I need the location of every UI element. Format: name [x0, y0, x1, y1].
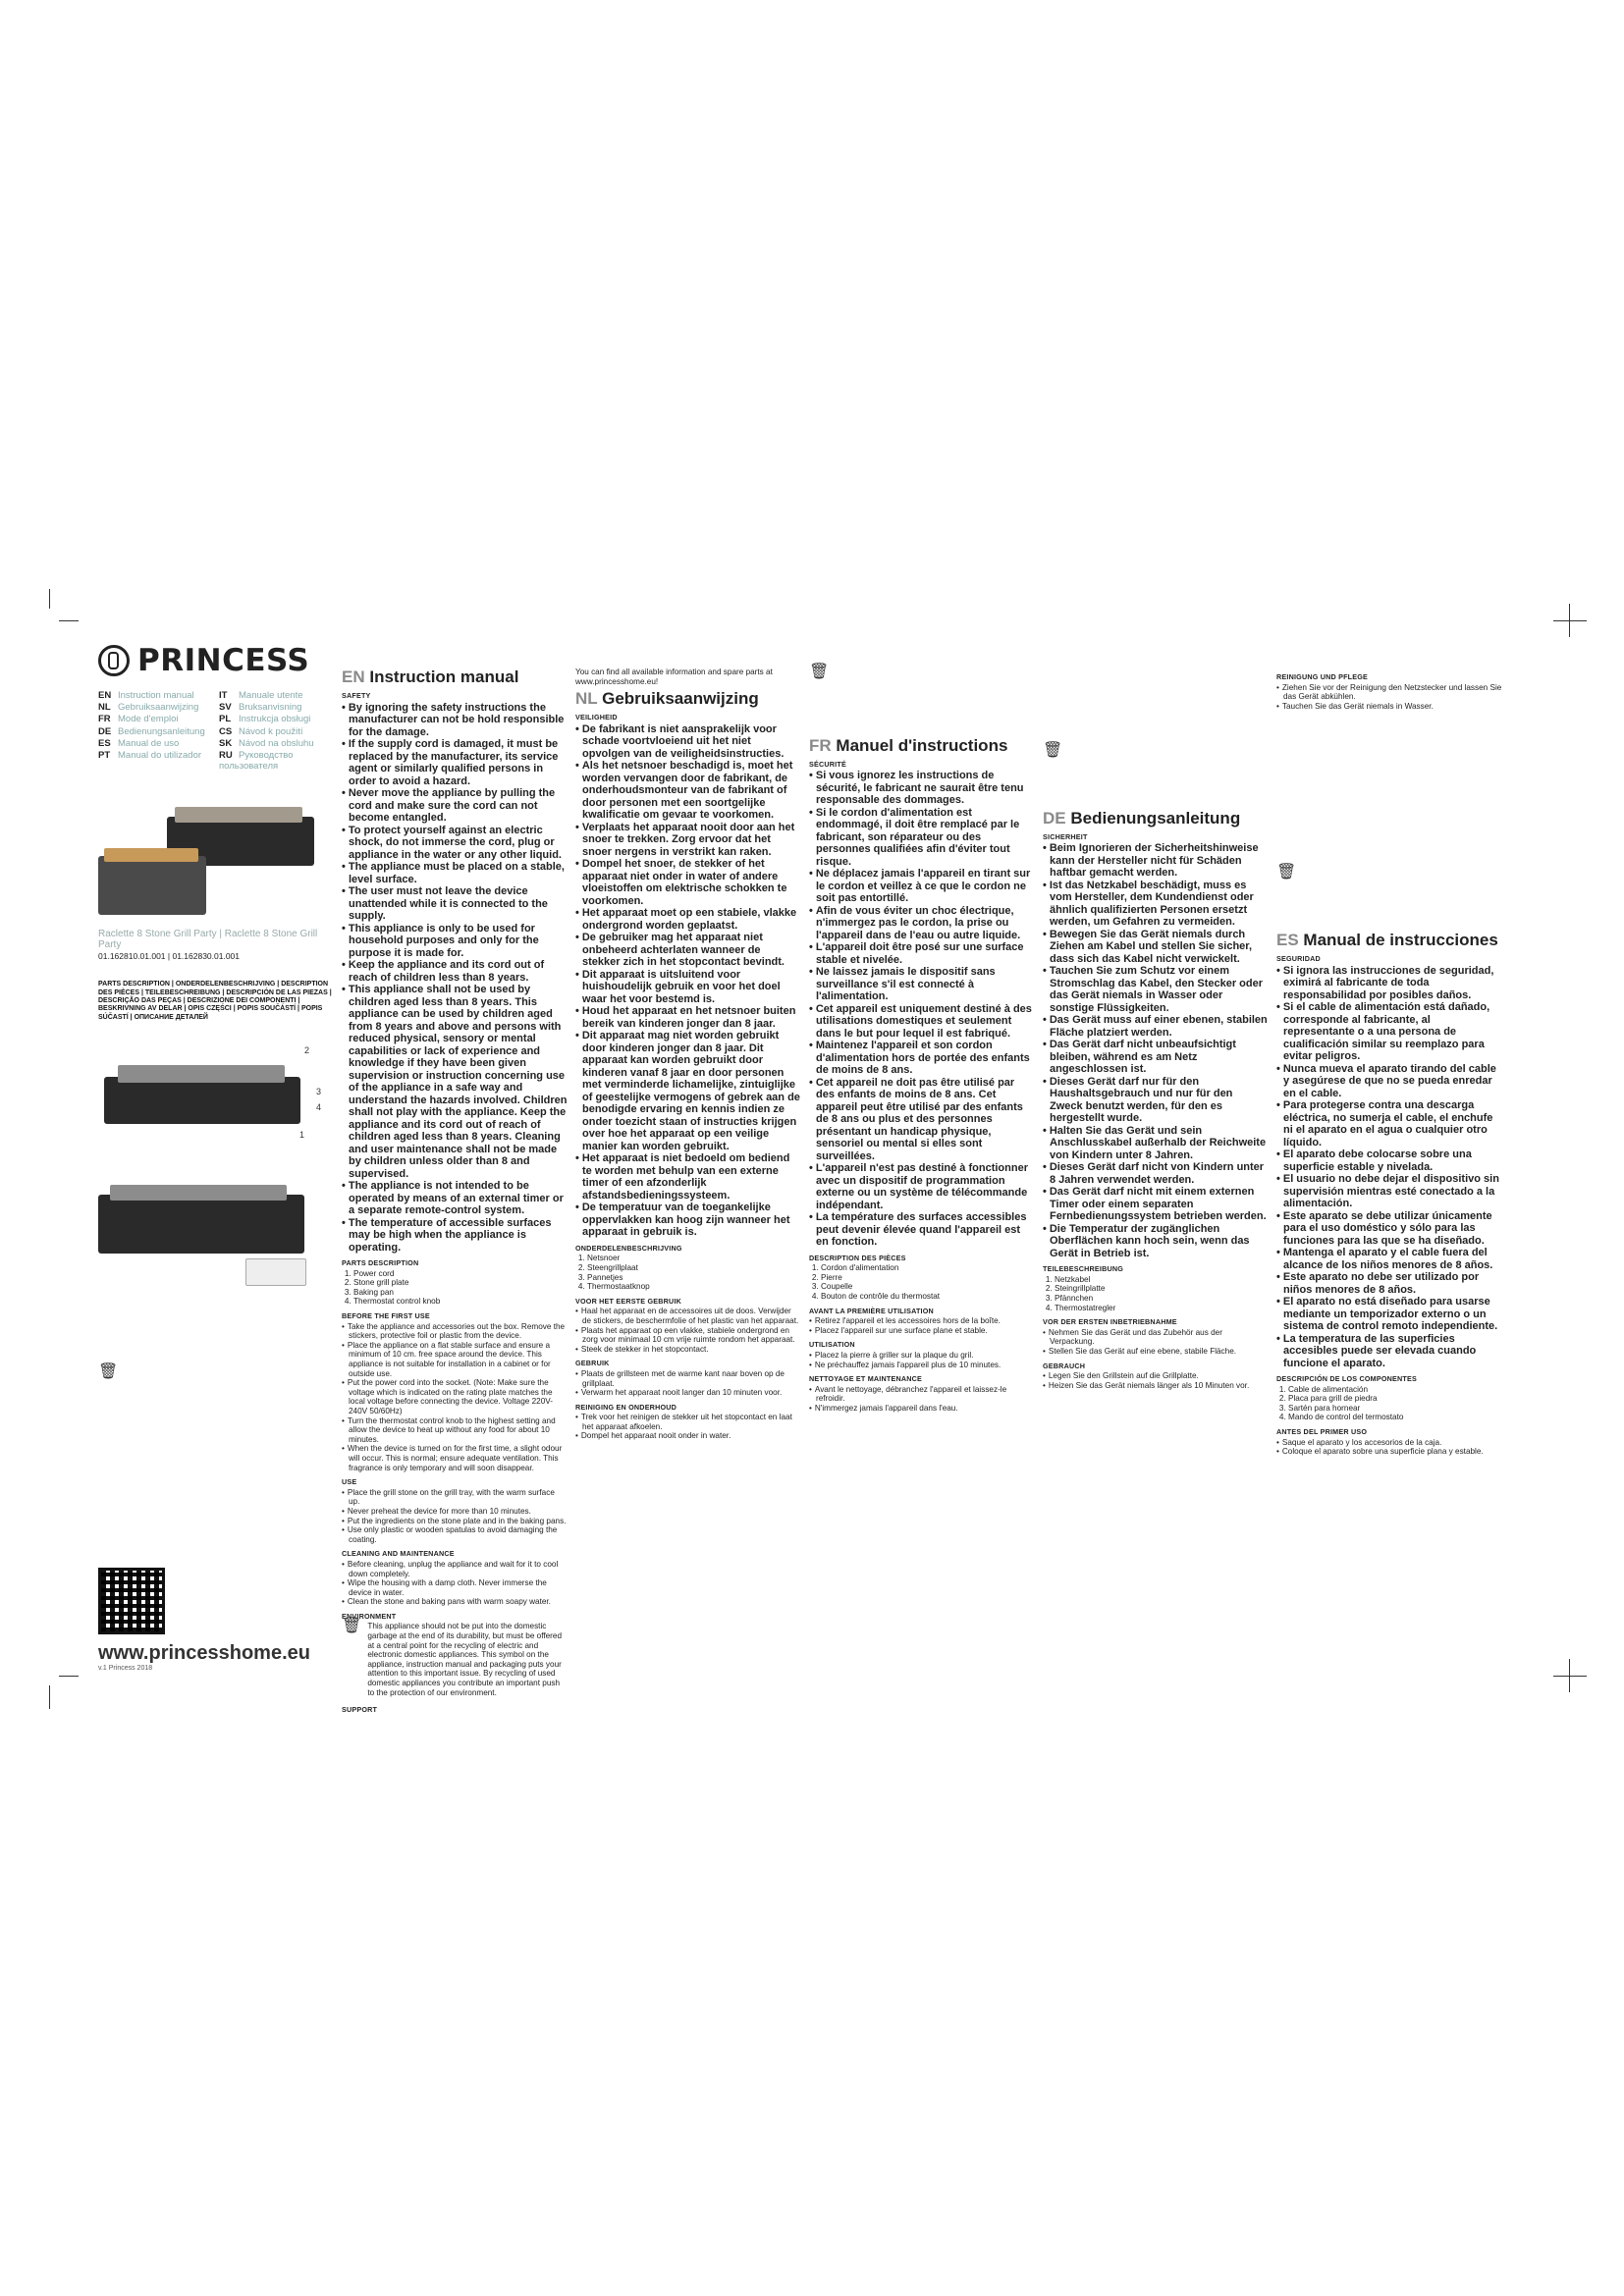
list-item: • Este aparato se debe utilizar únicamente para el uso doméstico y sólo para las funciones para las que se ha diseñado. [1283, 1210, 1502, 1248]
list-item: • Este aparato no debe ser utilizado por niños menores de 8 años. [1283, 1271, 1502, 1296]
section-heading: SICHERHEIT [1043, 831, 1088, 841]
language-item [219, 738, 334, 749]
list-item: • This appliance shall not be used by children aged less than 8 years. This appliance can be used by children aged from 8 years and above and persons with reduced physical, sensory or mental capabilities or lack of experience and knowledge if they have been given supervision or instruction concerning use of the appliance in a safe way and understand the hazards involved. Children shall not play with the appliance. Keep the appliance and its cord out of reach of children aged less than 8 years. Cleaning and user maintenance shall not be made by children unless older than 8 and supervised. [349, 984, 568, 1180]
crop-mark [1553, 1676, 1587, 1677]
raclette-diagram-image [98, 1195, 304, 1254]
section-heading: ONDERDELENBESCHRIJVING [575, 1243, 682, 1253]
list-item: • Maintenez l'appareil et son cordon d'alimentation hors de portée des enfants de moins de 8 ans. [816, 1040, 1035, 1077]
list-item: • Placez la pierre à griller sur la plaque du gril. [816, 1351, 1035, 1361]
list-item: • Als het netsnoer beschadigd is, moet het worden vervangen door de fabrikant, de onderhoudsmonteur van de fabrikant of door personen met een soortgelijke kwalificatie om gevaar te voorkomen. [582, 760, 801, 822]
first-use-list [1276, 1438, 1502, 1457]
list-item: • Dieses Gerät darf nicht von Kindern unter 8 Jahren verwendet werden. [1050, 1161, 1269, 1186]
footer-block [98, 1568, 334, 1634]
section-heading: SEGURIDAD [1276, 953, 1321, 963]
callout-number: 2 [304, 1044, 310, 1055]
language-code: FR [98, 714, 111, 725]
list-item: • Stellen Sie das Gerät auf eine ebene, stabile Fläche. [1050, 1347, 1269, 1357]
cover-panel [98, 643, 334, 1672]
list-item: 3. Baking pan [353, 1288, 568, 1298]
language-code: PL [219, 714, 232, 725]
de-column [1043, 667, 1269, 1392]
language-label: Руководство пользователя [219, 750, 294, 773]
language-code: NL [98, 702, 111, 714]
list-item: • Nunca mueva el aparato tirando del cable y asegúrese de que no se pueda enredar en el cable. [1283, 1063, 1502, 1100]
weee-bin-icon: 🗑 [342, 1618, 362, 1635]
first-use-list [1043, 1328, 1269, 1357]
title-text: Bedienungsanleitung [1070, 808, 1241, 828]
section-heading: SÉCURITÉ [809, 759, 846, 769]
list-item: • Verwarm het apparaat nooit langer dan 10 minuten voor. [582, 1388, 801, 1398]
list-item: • To protect yourself against an electric shock, do not immerse the cord, plug or appliance in the water or any other liquid. [349, 825, 568, 862]
list-item: • Before cleaning, unplug the appliance and wait for it to cool down completely. [349, 1560, 568, 1578]
list-item: • Halten Sie das Gerät und sein Anschlusskabel außerhalb der Reichweite von Kindern unter 8 Jahren. [1050, 1125, 1269, 1162]
language-item [219, 726, 334, 737]
language-item [219, 702, 334, 713]
list-item: • Coloque el aparato sobre una superficie plana y estable. [1283, 1447, 1502, 1457]
weee-logo [98, 1362, 334, 1381]
list-item: • De fabrikant is niet aansprakelijk voor schade voortvloeiend uit het niet opvolgen van de veiligheidsinstructies. [582, 723, 801, 761]
list-item: • Ziehen Sie vor der Reinigung den Netzstecker und lassen Sie das Gerät abkühlen. [1283, 683, 1502, 702]
stone-plate-image [118, 1065, 285, 1083]
list-item: • Trek voor het reinigen de stekker uit het stopcontact en laat het apparaat afkoelen. [582, 1413, 801, 1431]
list-item: 3. Sartén para hornear [1288, 1404, 1502, 1414]
list-item: 4. Thermostatregler [1055, 1304, 1269, 1313]
list-item: • Put the ingredients on the stone plate and in the baking pans. [349, 1517, 568, 1526]
language-code: NL [575, 689, 598, 709]
list-item: • Bewegen Sie das Gerät niemals durch Ziehen am Kabel und stellen Sie sicher, dass sich das Kabel nicht verwickelt. [1050, 929, 1269, 966]
product-caption: Raclette 8 Stone Grill Party | Raclette 8 Stone Grill Party [98, 929, 318, 951]
list-item: • By ignoring the safety instructions the manufacturer can not be hold responsible for the damage. [349, 702, 568, 739]
section-title [1276, 931, 1502, 949]
list-item: • Cet appareil ne doit pas être utilisé par des enfants de moins de 8 ans. Cet appareil peut être utilisé par des enfants de 8 ans ou plus et des personnes présentant un handicap physique, sensoriel ou mental si elles sont surveillées. [816, 1077, 1035, 1163]
list-item: • Dit apparaat mag niet worden gebruikt door kinderen jonger dan 8 jaar. Dit apparaat kan worden gebruikt door kinderen vanaf 8 jaar en door personen met verminderde lichamelijke, zintuiglijke of geestelijke vermogens of gebrek aan de benodigde ervaring en kennis indien ze onder toezicht staan of instructies krijgen over hoe het apparaat op een veilige manier kan worden gebruikt. [582, 1030, 801, 1152]
parts-list [1276, 1385, 1502, 1422]
section-heading: USE [342, 1477, 357, 1487]
language-code: RU [219, 750, 233, 762]
list-item: • If the supply cord is damaged, it must be replaced by the manufacturer, its service agent or similarly qualified persons in order to avoid a hazard. [349, 738, 568, 787]
list-item: 4. Bouton de contrôle du thermostat [821, 1292, 1035, 1302]
language-item [98, 690, 213, 701]
cleaning-list [809, 1385, 1035, 1414]
title-text: Manual de instrucciones [1303, 930, 1498, 949]
support-text: You can find all available information and spare parts at www.princesshome.eu! [575, 667, 773, 686]
section-title [575, 689, 801, 708]
list-item: • La temperatura de las superficies accesibles puede ser elevada cuando funcione el aparato. [1283, 1333, 1502, 1370]
list-item: • Keep the appliance and its cord out of reach of children less than 8 years. [349, 959, 568, 984]
use-list [342, 1488, 568, 1545]
section-heading: ENVIRONMENT [342, 1611, 397, 1621]
list-item: • Verplaats het apparaat nooit door aan het snoer te trekken. Zorg ervoor dat het snoer nergens in verstrikt kan raken. [582, 822, 801, 859]
weee-bin-icon: 🗑 [98, 1362, 119, 1380]
language-label: Manual de uso [118, 737, 180, 749]
crop-mark [49, 1685, 50, 1709]
language-item [98, 702, 213, 713]
list-item: • Ne préchauffez jamais l'appareil plus de 10 minutes. [816, 1361, 1035, 1370]
list-item: • Dit apparaat is uitsluitend voor huishoudelijk gebruik en voor het doel waar het voor bestemd is. [582, 969, 801, 1006]
list-item: • Take the appliance and accessories out the box. Remove the stickers, protective foil or plastic from the device. [349, 1322, 568, 1341]
safety-list [809, 770, 1035, 1249]
list-item: • When the device is turned on for the first time, a slight odour will occur. This is normal; ensure adequate ventilation. This fragrance is only temporary and will soon disappear. [349, 1444, 568, 1472]
callout-number: 4 [316, 1101, 322, 1112]
cleaning-list [342, 1560, 568, 1607]
section-heading: REINIGUNG UND PFLEGE [1276, 672, 1369, 681]
stone-plate-image [175, 807, 302, 823]
language-item [219, 690, 334, 701]
language-code: EN [342, 667, 365, 686]
list-item: 1. Netzkabel [1055, 1275, 1269, 1285]
list-item: • Clean the stone and baking pans with warm soapy water. [349, 1597, 568, 1607]
list-item: • Mantenga el aparato y el cable fuera del alcance de los niños menores de 8 años. [1283, 1247, 1502, 1271]
list-item: • Steek de stekker in het stopcontact. [582, 1345, 801, 1355]
list-item: • Saque el aparato y los accesorios de la caja. [1283, 1438, 1502, 1448]
raclette-diagram-image [104, 1077, 300, 1124]
language-label: Manual do utilizador [118, 750, 202, 762]
section-heading: ANTES DEL PRIMER USO [1276, 1427, 1368, 1437]
parts-list [1043, 1275, 1269, 1312]
qr-code [98, 1568, 165, 1634]
list-item: • Place the appliance on a flat stable surface and ensure a minimum of 10 cm. free space around the device. This appliance is not suitable for installation in a cabinet or for outside use. [349, 1341, 568, 1378]
section-title [1043, 809, 1269, 828]
section-title [809, 736, 1035, 755]
language-item [219, 750, 334, 772]
list-item: 3. Pannetjes [587, 1273, 801, 1283]
list-item: • El aparato no está diseñado para usarse mediante un temporizador externo o un sistema de control remoto independiente. [1283, 1296, 1502, 1333]
environment-block [1043, 742, 1269, 759]
language-label: Bruksanvisning [239, 702, 302, 714]
list-item: • Wipe the housing with a damp cloth. Never immerse the device in water. [349, 1578, 568, 1597]
weee-bin-icon: 🗑 [1276, 864, 1297, 881]
safety-list [575, 723, 801, 1239]
list-item: • De temperatuur van de toegankelijke oppervlakken kan hoog zijn wanneer het apparaat in gebruik is. [582, 1201, 801, 1239]
list-item: • L'appareil n'est pas destiné à fonctionner avec un dispositif de programmation externe ou un système de télécommande indépendant. [816, 1162, 1035, 1211]
language-code: SK [219, 737, 233, 749]
list-item: • El aparato debe colocarse sobre una superficie estable y nivelada. [1283, 1148, 1502, 1173]
callout-number: 1 [299, 1129, 305, 1140]
list-item: 3. Pfännchen [1055, 1294, 1269, 1304]
list-item: • Never move the appliance by pulling the cord and make sure the cord can not become entangled. [349, 787, 568, 825]
safety-list [1276, 965, 1502, 1370]
section-heading: DESCRIPTION DES PIÈCES [809, 1253, 906, 1262]
list-item: • Tauchen Sie zum Schutz vor einem Stromschlag das Kabel, den Stecker oder das Gerät niemals in Wasser oder sonstige Flüssigkeiten. [1050, 965, 1269, 1014]
environment-text: This appliance should not be put into the domestic garbage at the end of its durability, but must be offered at a central point for the recycling of electric and electronic domestic appliances. This symbol on the appliance, instruction manual and packaging puts your attention to this important issue. By recycling of used domestic appliances you contribute an important push to the protection of our environment. [367, 1622, 562, 1697]
list-item: • Das Gerät darf nicht unbeaufsichtigt bleiben, während es am Netz angeschlossen ist. [1050, 1039, 1269, 1076]
list-item: • Legen Sie den Grillstein auf die Grillplatte. [1050, 1371, 1269, 1381]
list-item: • Avant le nettoyage, débranchez l'appareil et laissez-le refroidir. [816, 1385, 1035, 1404]
language-label: Mode d'emploi [118, 714, 179, 725]
list-item: • El usuario no debe dejar el dispositivo sin supervisión mientras esté conectado a la alimentación. [1283, 1173, 1502, 1210]
list-item: 3. Coupelle [821, 1282, 1035, 1292]
section-heading: VEILIGHEID [575, 713, 618, 722]
list-item: • Ist das Netzkabel beschädigt, muss es vom Hersteller, dem Kundendienst oder ähnlich qualifizierten Personen ersetzt werden, um Gefahren zu vermeiden. [1050, 880, 1269, 929]
list-item: • Plaats de grillsteen met de warme kant naar boven op de grillplaat. [582, 1369, 801, 1388]
language-code: ES [1276, 930, 1299, 949]
list-item: • Si el cable de alimentación está dañado, corresponde al fabricante, al representante o a una persona de cualificación similar su reemplazo para evitar peligros. [1283, 1001, 1502, 1063]
es-column [1276, 667, 1502, 1459]
section-heading: GEBRUIK [575, 1359, 610, 1368]
safety-list [342, 702, 568, 1255]
list-item: • Place the grill stone on the grill tray, with the warm surface up. [349, 1488, 568, 1507]
crop-mark [49, 589, 50, 609]
list-item: • Para protegerse contra una descarga eléctrica, no sumerja el cable, el enchufe ni el aparato en el agua o cualquier otro líquido. [1283, 1099, 1502, 1148]
language-label: Instruction manual [118, 690, 194, 701]
language-item [98, 714, 213, 724]
list-item: • Nehmen Sie das Gerät und das Zubehör aus der Verpackung. [1050, 1328, 1269, 1347]
list-item: • Het apparaat moet op een stabiele, vlakke ondergrond worden geplaatst. [582, 907, 801, 932]
product-numbers: 01.162810.01.001 | 01.162830.01.001 [98, 951, 241, 962]
list-item: • Houd het apparaat en het netsnoer buiten bereik van kinderen jonger dan 8 jaar. [582, 1005, 801, 1030]
language-label: Gebruiksaanwijzing [118, 702, 199, 714]
callout-number: 3 [316, 1086, 322, 1096]
list-item: • Tauchen Sie das Gerät niemals in Wasser. [1283, 702, 1502, 712]
section-heading: UTILISATION [809, 1340, 855, 1350]
list-item: • Das Gerät darf nicht mit einem externen Timer oder einem separaten Fernbedienungssystem betrieben werden. [1050, 1186, 1269, 1223]
list-item: • Use only plastic or wooden spatulas to avoid damaging the coating. [349, 1525, 568, 1544]
parts-heading: PARTS DESCRIPTION | ONDERDELENBESCHRIJVING | DESCRIPTION DES PIÈCES | TEILEBESCHREIBUNG | DESCRIPCIÓN DE LAS PIEZAS | DESCRIÇÃO DAS PEÇAS | DESCRIZIONE DEI COMPONENTI | BESKRIVNING AV DELAR | OPIS CZĘŚCI | POPIS SOUČÁSTÍ | POPIS SÚČASTÍ | ОПИСАНИЕ ДЕТАЛЕЙ [98, 981, 332, 1021]
list-item: • Put the power cord into the socket. (Note: Make sure the voltage which is indicated on the rating plate matches the local voltage before connecting the device. Voltage 220V-240V 50/60Hz) [349, 1378, 568, 1415]
list-item: • Ne laissez jamais le dispositif sans surveillance s'il est connecté à l'alimentation. [816, 966, 1035, 1003]
section-heading: SUPPORT [342, 1705, 378, 1715]
parts-list [575, 1254, 801, 1291]
list-item: • The temperature of accessible surfaces may be high when the appliance is operating. [349, 1217, 568, 1255]
list-item: • Haal het apparaat en de accessoires uit de doos. Verwijder de stickers, de beschermfolie of het plastic van het apparaat. [582, 1307, 801, 1325]
list-item: • La température des surfaces accessibles peut devenir élevée quand l'appareil est en fonction. [816, 1211, 1035, 1249]
list-item: • Si vous ignorez les instructions de sécurité, le fabricant ne saurait être tenu responsable des dommages. [816, 770, 1035, 807]
section-heading: VOR DER ERSTEN INBETRIEBNAHME [1043, 1317, 1177, 1327]
nl-column [575, 667, 801, 1443]
list-item: • Plaats het apparaat op een vlakke, stabiele ondergrond en zorg voor minimaal 10 cm vrije ruimte rondom het apparaat. [582, 1326, 801, 1345]
weee-bin-icon: 🗑 [1043, 742, 1063, 759]
first-use-list [575, 1307, 801, 1354]
section-heading: NETTOYAGE ET MAINTENANCE [809, 1374, 923, 1384]
stone-plate-image [110, 1185, 287, 1201]
crop-mark [59, 1676, 79, 1677]
food-image [104, 848, 198, 862]
list-item: 4. Thermostaatknop [587, 1282, 801, 1292]
list-item: 1. Netsnoer [587, 1254, 801, 1263]
list-item: 1. Cordon d'alimentation [821, 1263, 1035, 1273]
fr-column [809, 664, 1035, 1415]
list-item: 4. Thermostat control knob [353, 1297, 568, 1307]
section-heading: VOOR HET EERSTE GEBRUIK [575, 1296, 682, 1306]
list-item: • Cet appareil est uniquement destiné à des utilisations domestiques et seulement dans le but pour lequel il est fabriqué. [816, 1003, 1035, 1041]
princess-logo-icon [98, 645, 130, 676]
title-text: Manuel d'instructions [836, 735, 1008, 755]
list-item: • Si le cordon d'alimentation est endommagé, il doit être remplacé par le fabricant, son réparateur ou des personnes qualifiées afin d'éviter tout risque. [816, 807, 1035, 869]
list-item: 2. Steingrillplatte [1055, 1284, 1269, 1294]
list-item: • The appliance is not intended to be operated by means of an external timer or a separate remote-control system. [349, 1180, 568, 1217]
environment-block [809, 664, 1035, 680]
language-label: Bedienungsanleitung [118, 725, 205, 737]
language-item [219, 714, 334, 724]
list-item: • Dieses Gerät darf nur für den Haushaltsgebrauch und nur für den Zweck benutzt werden, für den es hergestellt wurde. [1050, 1076, 1269, 1125]
en-column [342, 667, 568, 1716]
environment-block [1276, 864, 1502, 881]
list-item: • Das Gerät muss auf einer ebenen, stabilen Fläche platziert werden. [1050, 1014, 1269, 1039]
list-item: • Het apparaat is niet bedoeld om bediend te worden met behulp van een externe timer of een afzonderlijk afstandsbedieningssysteem. [582, 1152, 801, 1201]
language-label: Návod na obsluhu [239, 737, 314, 749]
environment-block [342, 1618, 568, 1700]
section-heading: BEFORE THE FIRST USE [342, 1311, 430, 1321]
list-item: • The appliance must be placed on a stable, level surface. [349, 861, 568, 885]
use-list [575, 1369, 801, 1398]
list-item: • Si ignora las instrucciones de seguridad, eximirá al fabricante de toda responsabilidad por posibles daños. [1283, 965, 1502, 1002]
section-heading: REINIGING EN ONDERHOUD [575, 1402, 677, 1412]
list-item: • Dompel het snoer, de stekker of het apparaat niet onder in water of andere vloeistoffen om elektrische schokken te voorkomen. [582, 858, 801, 907]
list-item: • Afin de vous éviter un choc électrique, n'immergez pas le cordon, la prise ou l'appareil dans de l'eau ou autre liquide. [816, 905, 1035, 942]
first-use-list [342, 1322, 568, 1473]
product-photo-top [98, 777, 334, 925]
list-item: • Die Temperatur der zugänglichen Oberflächen kann hoch sein, wenn das Gerät in Betrieb ist. [1050, 1223, 1269, 1260]
language-code: DE [1043, 808, 1066, 828]
list-item: • Turn the thermostat control knob to the highest setting and allow the device to heat up without any food for about 10 minutes. [349, 1416, 568, 1445]
list-item: • Never preheat the device for more than 10 minutes. [349, 1507, 568, 1517]
list-item: • L'appareil doit être posé sur une surface stable et nivelée. [816, 941, 1035, 966]
language-code: FR [809, 735, 832, 755]
list-item: • Heizen Sie das Gerät niemals länger als 10 Minuten vor. [1050, 1381, 1269, 1391]
language-list [98, 690, 334, 772]
cleaning-list [575, 1413, 801, 1441]
list-item: • Ne déplacez jamais l'appareil en tirant sur le cordon et veillez à ce que le cordon ne soit pas entortillé. [816, 868, 1035, 905]
website-link[interactable]: www.princesshome.eu [98, 1641, 310, 1664]
list-item: • Dompel het apparaat nooit onder in water. [582, 1431, 801, 1441]
section-heading: AVANT LA PREMIÈRE UTILISATION [809, 1306, 934, 1315]
language-label: Návod k použití [239, 725, 303, 737]
language-code: DE [98, 725, 112, 737]
list-item: 4. Mando de control del termostato [1288, 1413, 1502, 1422]
list-item: 2. Stone grill plate [353, 1278, 568, 1288]
title-text: Gebruiksaanwijzing [602, 689, 759, 709]
language-item [98, 726, 213, 737]
first-use-list [809, 1316, 1035, 1335]
use-list [809, 1351, 1035, 1369]
raclette-image [98, 856, 206, 915]
list-item: • Beim Ignorieren der Sicherheitshinweise kann der Hersteller nicht für Schäden haftbar gemacht werden. [1050, 842, 1269, 880]
language-code: CS [219, 725, 233, 737]
list-item: • Placez l'appareil sur une surface plane et stable. [816, 1326, 1035, 1336]
list-item: 2. Placa para grill de piedra [1288, 1394, 1502, 1404]
section-heading: CLEANING AND MAINTENANCE [342, 1549, 455, 1559]
language-item [98, 750, 213, 772]
list-item: • N'immergez jamais l'appareil dans l'eau. [816, 1404, 1035, 1414]
section-heading: SAFETY [342, 691, 371, 700]
section-heading: TEILEBESCHREIBUNG [1043, 1264, 1124, 1274]
list-item: 1. Power cord [353, 1269, 568, 1279]
brand-name: PRINCESS [137, 643, 310, 678]
language-code: SV [219, 702, 232, 714]
language-code: IT [219, 690, 228, 701]
list-item: • The user must not leave the device unattended while it is connected to the supply. [349, 885, 568, 923]
language-code: PT [98, 750, 111, 762]
language-code: EN [98, 690, 112, 701]
list-item: • This appliance is only to be used for household purposes and only for the purpose it is made for. [349, 923, 568, 960]
section-title [342, 667, 568, 686]
parts-diagram [98, 1028, 334, 1322]
title-text: Instruction manual [369, 667, 519, 686]
pan-image [245, 1258, 306, 1286]
section-heading: DESCRIPCIÓN DE LOS COMPONENTES [1276, 1374, 1417, 1384]
language-code: ES [98, 737, 111, 749]
cleaning-list [1276, 683, 1502, 712]
list-item: 2. Steengrillplaat [587, 1263, 801, 1273]
list-item: • De gebruiker mag het apparaat niet onbeheerd achterlaten wanneer de stekker zich in het stopcontact bevindt. [582, 932, 801, 969]
list-item: 2. Pierre [821, 1273, 1035, 1283]
use-list [1043, 1371, 1269, 1390]
version-text: v.1 Princess 2018 [98, 1664, 153, 1672]
list-item: • Retirez l'appareil et les accessoires hors de la boîte. [816, 1316, 1035, 1326]
weee-bin-icon: 🗑 [809, 664, 830, 680]
brand-logo [98, 643, 334, 678]
language-label: Manuale utente [239, 690, 303, 701]
language-label: Instrukcja obsługi [239, 714, 311, 725]
parts-list [342, 1269, 568, 1307]
crop-mark [59, 620, 79, 621]
language-item [98, 738, 213, 749]
parts-list [809, 1263, 1035, 1301]
list-item: 1. Cable de alimentación [1288, 1385, 1502, 1395]
section-heading: GEBRAUCH [1043, 1361, 1086, 1370]
safety-list [1043, 842, 1269, 1259]
section-heading: PARTS DESCRIPTION [342, 1258, 419, 1268]
crop-mark [1553, 620, 1587, 621]
